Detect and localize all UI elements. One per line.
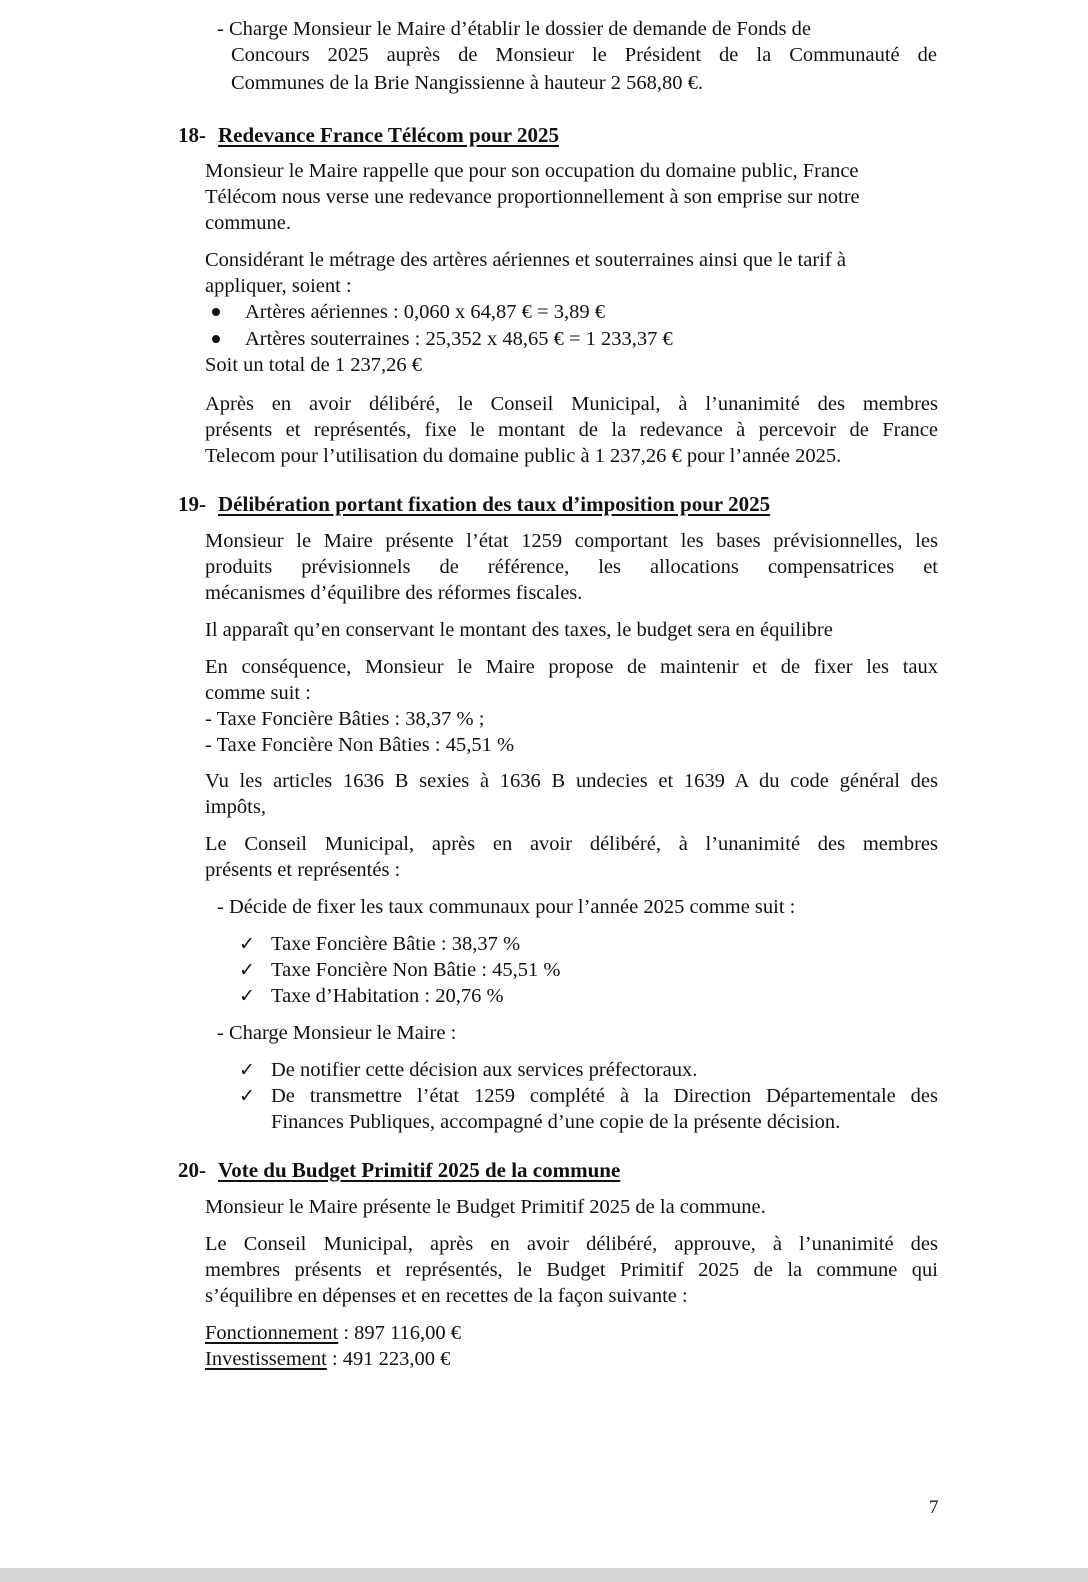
s19-p5-line-1: Le Conseil Municipal, après en avoir délibéré, à l’unanimité des membres	[205, 833, 938, 855]
s19-p4-line-2: impôts,	[205, 796, 266, 818]
intro-line-1: - Charge Monsieur le Maire d’établir le dossier de demande de Fonds de	[217, 18, 811, 40]
s18-p1-line-1: Monsieur le Maire rappelle que pour son occupation du domaine public, France	[205, 160, 859, 182]
s18-bullet-2: Artères souterraines : 25,352 x 48,65 € = 1 233,37 €	[245, 328, 673, 350]
section-19-title: Délibération portant fixation des taux d’imposition pour 2025	[218, 492, 771, 516]
section-18-number: 18-	[178, 123, 206, 147]
s18-p1-line-2: Télécom nous verse une redevance proportionnellement à son emprise sur notre	[205, 186, 860, 208]
investissement-label: Investissement	[205, 1348, 327, 1370]
s18-total: Soit un total de 1 237,26 €	[205, 354, 422, 376]
section-18-heading	[178, 122, 559, 148]
s20-p2-line-1: Le Conseil Municipal, après en avoir délibéré, approuve, à l’unanimité des	[205, 1233, 938, 1255]
section-18-title: Redevance France Télécom pour 2025	[218, 123, 559, 147]
section-19-heading	[178, 491, 770, 517]
checkmark-icon: ✓	[239, 1085, 255, 1107]
s18-bullet-1: Artères aériennes : 0,060 x 64,87 € = 3,89 €	[245, 301, 605, 323]
s18-p1-line-3: commune.	[205, 212, 291, 234]
bottom-bar	[0, 1568, 1088, 1582]
section-20-heading	[178, 1157, 620, 1183]
investissement-value: : 491 223,00 €	[326, 1348, 451, 1370]
bullet-icon	[212, 335, 220, 343]
fonctionnement-label: Fonctionnement	[205, 1322, 339, 1344]
s19-action-1: De notifier cette décision aux services préfectoraux.	[271, 1059, 698, 1081]
checkmark-icon: ✓	[239, 959, 255, 981]
s20-p2-line-3: s’équilibre en dépenses et en recettes de la façon suivante :	[205, 1285, 688, 1307]
s19-p3-line-3: - Taxe Foncière Bâties : 38,37 % ;	[205, 708, 485, 730]
s20-p2-line-2: membres présents et représentés, le Budget Primitif 2025 de la commune qui	[205, 1259, 938, 1281]
s19-p5-line-2: présents et représentés :	[205, 859, 401, 881]
s19-charge: - Charge Monsieur le Maire :	[217, 1022, 457, 1044]
s19-p2: Il apparaît qu’en conservant le montant des taxes, le budget sera en équilibre	[205, 619, 833, 641]
s19-p1-line-2: produits prévisionnels de référence, les allocations compensatrices et	[205, 556, 938, 578]
budget-fonctionnement	[205, 1320, 461, 1346]
s19-rate-3: Taxe d’Habitation : 20,76 %	[271, 985, 504, 1007]
budget-investissement	[205, 1346, 450, 1372]
checkmark-icon: ✓	[239, 1059, 255, 1081]
s18-p2-line-2: appliquer, soient :	[205, 275, 352, 297]
s19-p3-line-4: - Taxe Foncière Non Bâties : 45,51 %	[205, 734, 515, 756]
s19-rate-1: Taxe Foncière Bâtie : 38,37 %	[271, 933, 521, 955]
s18-p2-line-1: Considérant le métrage des artères aériennes et souterraines ainsi que le tarif à	[205, 249, 846, 271]
fonctionnement-value: : 897 116,00 €	[338, 1322, 462, 1344]
section-20-number: 20-	[178, 1158, 206, 1182]
s18-p3-line-3: Telecom pour l’utilisation du domaine public à 1 237,26 € pour l’année 2025.	[205, 445, 842, 467]
s19-p3-line-1: En conséquence, Monsieur le Maire propose de maintenir et de fixer les taux	[205, 656, 938, 678]
intro-line-3: Communes de la Brie Nangissienne à hauteur 2 568,80 €.	[231, 72, 703, 94]
s19-p3-line-2: comme suit :	[205, 682, 311, 704]
s19-action-3: Finances Publiques, accompagné d’une copie de la présente décision.	[271, 1111, 841, 1133]
s20-p1: Monsieur le Maire présente le Budget Primitif 2025 de la commune.	[205, 1196, 766, 1218]
s19-action-2: De transmettre l’état 1259 complété à la Direction Départementale des	[271, 1085, 938, 1107]
intro-line-2: Concours 2025 auprès de Monsieur le Président de la Communauté de	[231, 44, 937, 66]
s19-rate-2: Taxe Foncière Non Bâtie : 45,51 %	[271, 959, 561, 981]
s18-p3-line-2: présents et représentés, fixe le montant de la redevance à percevoir de France	[205, 419, 938, 441]
checkmark-icon: ✓	[239, 933, 255, 955]
s19-decide: - Décide de fixer les taux communaux pour l’année 2025 comme suit :	[217, 896, 796, 918]
s19-p1-line-1: Monsieur le Maire présente l’état 1259 comportant les bases prévisionnelles, les	[205, 530, 938, 552]
checkmark-icon: ✓	[239, 985, 255, 1007]
s19-p4-line-1: Vu les articles 1636 B sexies à 1636 B undecies et 1639 A du code général des	[205, 770, 938, 792]
bullet-icon	[212, 308, 220, 316]
s18-p3-line-1: Après en avoir délibéré, le Conseil Municipal, à l’unanimité des membres	[205, 393, 938, 415]
section-19-number: 19-	[178, 492, 206, 516]
page-number: 7	[929, 1497, 939, 1518]
section-20-title: Vote du Budget Primitif 2025 de la commune	[218, 1158, 621, 1182]
s19-p1-line-3: mécanismes d’équilibre des réformes fiscales.	[205, 582, 583, 604]
